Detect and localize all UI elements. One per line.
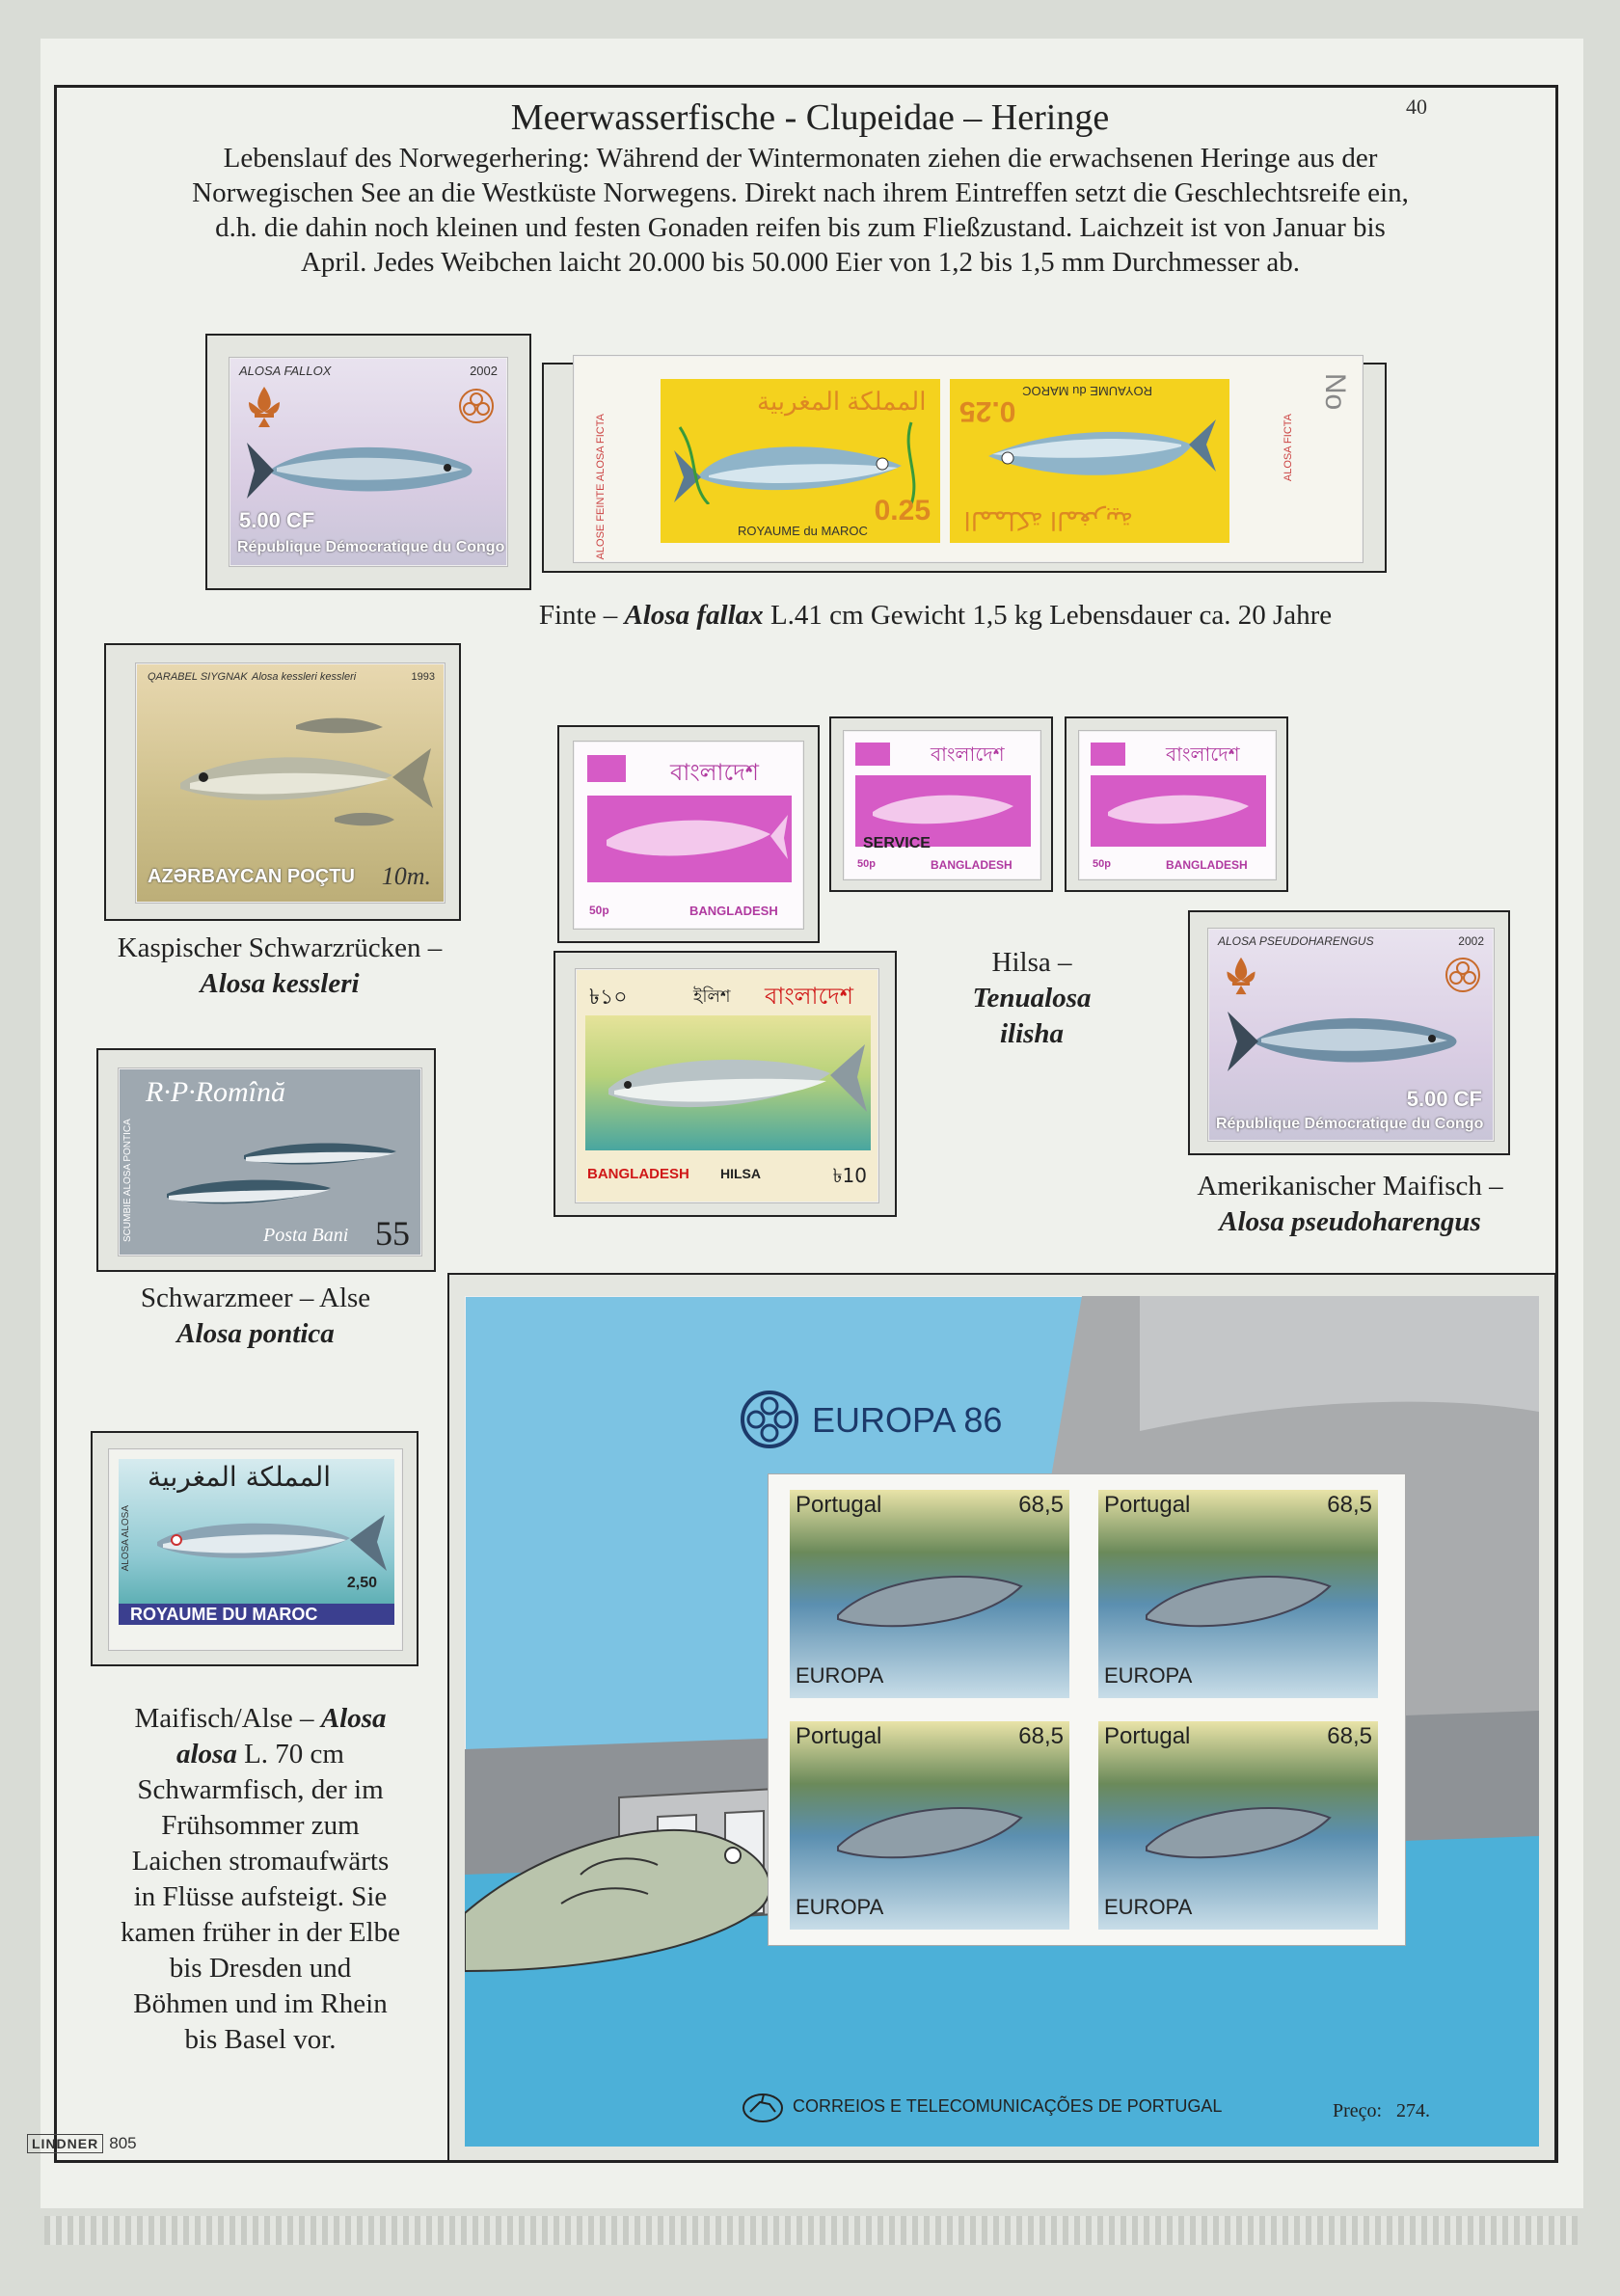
mount-maroc-single (91, 1431, 418, 1666)
caption-latin-name: Alosa pseudoharengus (1219, 1206, 1481, 1237)
stamp-bangladesh-50p-service[interactable] (843, 730, 1041, 880)
stamp-label: EUROPA (796, 1895, 884, 1919)
stamp-value: 68,5 (1018, 1723, 1064, 1749)
mount-bangladesh-1 (557, 725, 820, 943)
value-box (587, 755, 626, 782)
stamp-value-label: Posta Bani (263, 1225, 349, 1246)
caption-latin-name: alosa (176, 1739, 237, 1769)
caption-pontica (87, 1281, 424, 1352)
stamp-country: BANGLADESH (1166, 858, 1248, 872)
scout-trefoil-icon (457, 387, 496, 425)
stamp-value: 55 (375, 1214, 410, 1253)
mount-maroc-pair (542, 363, 1387, 573)
stamp-year: 2002 (1458, 934, 1484, 948)
stamp-country-bn: বাংলাদেশ (931, 743, 1005, 766)
caption-latin-name: Alosa kessleri (200, 968, 360, 999)
mount-bangladesh-2 (829, 716, 1053, 892)
stamp-name: ALOSA PSEUDOHARENGUS (1218, 934, 1374, 948)
stamp-country: ROYAUME DU MAROC (130, 1605, 318, 1624)
fish-illustration (828, 1789, 1040, 1876)
caption-text: kamen früher in der Elbe (121, 1917, 400, 1948)
stamp-country: Portugal (1104, 1723, 1191, 1749)
value-box (855, 743, 890, 766)
caption-pseudoharengus (1138, 1169, 1562, 1240)
stamp-bangladesh-hilsa[interactable] (575, 968, 879, 1203)
fish-illustration (589, 1031, 869, 1137)
caption-text: Maifisch/Alse – (134, 1703, 321, 1734)
caption-latin-name: ilisha (999, 1018, 1065, 1049)
stamp-value: 50p (1093, 858, 1111, 870)
stamp-latin: ALOSA ALOSA (121, 1505, 131, 1572)
ctt-horseman-icon (741, 2087, 785, 2125)
caption-text: L. 70 cm (236, 1739, 344, 1769)
fish-illustration (138, 1117, 418, 1223)
stamp-country-bn: বাংলাদেশ (670, 759, 759, 786)
caption-text: Amerikanischer Maifisch – (1197, 1171, 1503, 1202)
stamp-value: 5.00 CF (239, 508, 315, 532)
caption-text: bis Basel vor. (184, 2024, 337, 2055)
caption-text: Kaspischer Schwarzrücken – (117, 932, 443, 963)
stamp-value: 0.25 (959, 395, 1016, 427)
stamp-country: Portugal (1104, 1492, 1191, 1518)
value-box (1091, 743, 1125, 766)
stamp-country: République Démocratique du Congo (237, 539, 505, 555)
caption-text: Finte – (538, 600, 625, 631)
intro-line: Norwegischen See an die Westküste Norwegens. Direkt nach ihrem Eintreffen setzt die Geschlechtsreife ein, (192, 177, 1409, 208)
stamp-value: 10m. (381, 862, 431, 890)
caption-text: in Flüsse aufsteigt. Sie (133, 1881, 388, 1912)
stamp-overprint: SERVICE (863, 835, 931, 851)
caption-kessleri (96, 931, 463, 1002)
caption-text: Schwarzmeer – Alse (140, 1283, 371, 1313)
stamp-value: 68,5 (1327, 1492, 1372, 1518)
margin-text: ALOSE FEINTE ALOSA FICTA (595, 414, 607, 560)
caption-text: L.41 cm Gewicht 1,5 kg Lebensdauer ca. 20 Jahre (763, 600, 1333, 631)
intro-text (135, 141, 1466, 280)
maroc-stamp-left (661, 379, 940, 543)
stamp-value-bn: ৳১০ (589, 986, 628, 1010)
fish-illustration (1218, 996, 1478, 1083)
caption-latin-name: Alosa fallax (624, 600, 764, 631)
europa-logo-icon (739, 1389, 800, 1450)
maroc-arabic-title: المملكة المغربية (757, 387, 927, 416)
fish-illustration (670, 418, 931, 504)
caption-text: Laichen stromaufwärts (131, 1846, 390, 1877)
stamp-country: Portugal (796, 1723, 882, 1749)
stamp-country: République Démocratique du Congo (1216, 1116, 1484, 1132)
fish-illustration (959, 418, 1220, 504)
stamp-country: BANGLADESH (689, 904, 778, 918)
intro-line: d.h. die dahin noch kleinen und festen Gonaden reifen bis zum Fließzustand. Laichzeit ist von Januar bis (215, 212, 1386, 243)
stamp-year: 2002 (470, 364, 498, 378)
stamp-country: AZƏRBAYCAN POÇTU (148, 866, 355, 887)
caption-text: Frühsommer zum (161, 1810, 360, 1841)
album-brand (27, 2134, 137, 2153)
stamp-header: QARABEL SIYGNAK (148, 671, 248, 683)
stamp-country: BANGLADESH (587, 1166, 689, 1182)
stamp-country: ROYAUME du MAROC (1022, 384, 1152, 398)
mount-congo-pseudo (1188, 910, 1510, 1155)
stamp-label: EUROPA (1104, 1663, 1193, 1688)
brand-code: 805 (109, 2134, 137, 2152)
stamp-value: 50p (589, 904, 609, 917)
fish-illustration (142, 702, 441, 847)
page-title: Meerwasserfische - Clupeidae – Heringe (510, 97, 1110, 138)
stamp-portugal-2[interactable] (1098, 1490, 1378, 1698)
stamp-name: ALOSA FALLOX (239, 364, 332, 378)
maroc-stamp-right (950, 379, 1229, 543)
stamp-country: R·P·Romînă (146, 1076, 285, 1108)
fish-illustration (1137, 1789, 1349, 1876)
maroc-arabic-title: المملكة المغربية (963, 506, 1133, 535)
stamp-value: 5.00 CF (1406, 1087, 1482, 1111)
stamp-value: ৳10 (832, 1164, 867, 1187)
mount-bangladesh-hilsa (554, 951, 897, 1217)
stamp-portugal-4[interactable] (1098, 1721, 1378, 1930)
caption-text: Schwarmfisch, der im (137, 1774, 384, 1805)
stamp-country-bn: বাংলাদেশ (1166, 743, 1240, 766)
stamp-value: 68,5 (1327, 1723, 1372, 1749)
stamp-value: 2,50 (346, 1575, 377, 1591)
margin-text: ALOSA FICTA (1282, 414, 1294, 482)
mount-bangladesh-3 (1065, 716, 1288, 892)
mount-azerbaijan (104, 643, 461, 921)
stamp-congo-alosa-fallax[interactable] (229, 357, 508, 567)
scout-trefoil-icon (1444, 956, 1482, 994)
stamp-country: Portugal (796, 1492, 882, 1518)
stamp-country: BANGLADESH (931, 858, 1012, 872)
stamp-maroc-alosa-alosa[interactable] (108, 1448, 403, 1651)
price-label: Preço: (1333, 2100, 1383, 2121)
stamp-bangladesh-50p-b[interactable] (1078, 730, 1277, 880)
price-value: 274. (1396, 2100, 1430, 2121)
fish-illustration (138, 1503, 389, 1580)
page-number: 40 (1406, 95, 1427, 119)
stamp-maroc-pair[interactable] (573, 355, 1364, 563)
stamp-romania-alosa-pontica[interactable] (118, 1067, 422, 1256)
caption-text: bis Dresden und (169, 1953, 352, 1984)
stamp-block (768, 1473, 1406, 1946)
caption-latin-name: Alosa pontica (176, 1318, 335, 1349)
stamp-azerbaijan-alosa-kessleri[interactable] (135, 662, 446, 904)
sheet-footer: CORREIOS E TELECOMUNICAÇÕES DE PORTUGAL (793, 2096, 1223, 2116)
caption-hilsa (926, 945, 1138, 1052)
brand-logo: LINDNER (27, 2134, 103, 2153)
souvenir-sheet-europa-86[interactable] (465, 1296, 1539, 2147)
scout-emblem-icon (1222, 954, 1260, 998)
caption-finte (453, 598, 1418, 634)
fish-illustration (243, 425, 499, 512)
stamp-country-bn: বাংলাদেশ (765, 983, 853, 1010)
fish-illustration (1137, 1557, 1349, 1644)
stamp-congo-alosa-pseudoharengus[interactable] (1207, 928, 1495, 1142)
stamp-latin: Alosa kessleri kessleri (252, 671, 357, 683)
stamp-portugal-1[interactable] (790, 1490, 1069, 1698)
stamp-label: EUROPA (796, 1663, 884, 1688)
fish-illustration (828, 1557, 1040, 1644)
stamp-country: ROYAUME du MAROC (738, 524, 868, 538)
fish-illustration (1091, 775, 1266, 847)
mount-congo-fallax (205, 334, 531, 590)
sheet-number: No (1319, 372, 1352, 411)
caption-text: Hilsa – (991, 947, 1072, 978)
stamp-label: EUROPA (1104, 1895, 1193, 1919)
stamp-name: HILSA (720, 1166, 761, 1181)
caption-alosa-alosa (87, 1701, 434, 2058)
stamp-value: 0.25 (874, 495, 931, 527)
mount-portugal-block (447, 1273, 1556, 2162)
intro-line: Lebenslauf des Norwegerhering: Während der Wintermonaten ziehen die erwachsenen Heringe aus der (223, 143, 1378, 174)
sheet-title: EUROPA 86 (812, 1400, 1003, 1440)
stamp-name-bn: ইলিশ (693, 986, 731, 1007)
mount-romania (96, 1048, 436, 1272)
caption-text: Böhmen und im Rhein (133, 1988, 388, 2019)
stamp-country-ar: المملكة المغربية (148, 1461, 332, 1493)
stamp-bangladesh-50p-a[interactable] (573, 741, 804, 930)
binding-strip (44, 2216, 1578, 2245)
stamp-value: 50p (857, 858, 876, 870)
scout-emblem-icon (243, 383, 285, 431)
stamp-value: 68,5 (1018, 1492, 1064, 1518)
stamp-portugal-3[interactable] (790, 1721, 1069, 1930)
caption-latin-name: Tenualosa (972, 983, 1092, 1013)
caption-latin-name: Alosa (320, 1703, 387, 1734)
stamp-side-label: SCUMBIE ALOSA PONTICA (122, 1119, 133, 1242)
fish-illustration (587, 796, 792, 882)
intro-line: April. Jedes Weibchen laicht 20.000 bis 50.000 Eier von 1,2 bis 1,5 mm Durchmesser ab. (300, 247, 1301, 278)
stamp-year: 1993 (411, 671, 435, 683)
